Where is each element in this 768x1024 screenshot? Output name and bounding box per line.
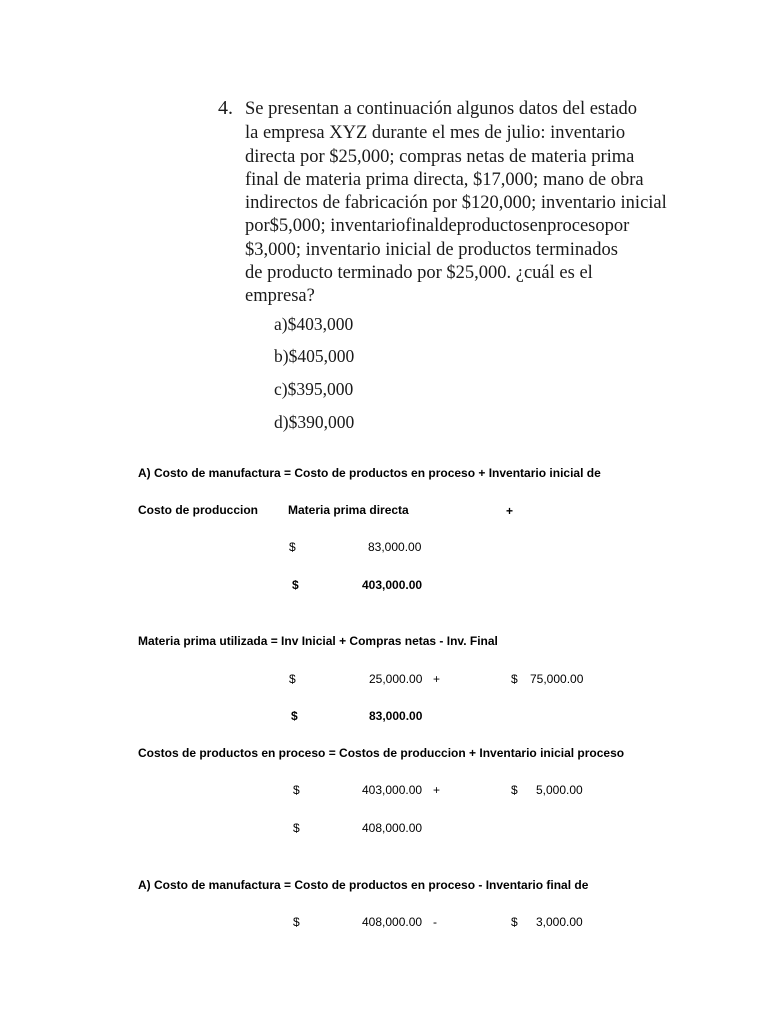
operator-plus: + <box>506 504 514 518</box>
problem-line: empresa? <box>245 286 315 306</box>
heading-costo-manufactura: A) Costo de manufactura = Costo de productos en proceso + Inventario inicial de <box>138 466 601 480</box>
currency-sign: $ <box>289 540 296 554</box>
value-productos-en-proceso: 408,000.00 <box>362 821 423 835</box>
value-inv-final-proceso: 3,000.00 <box>536 915 583 929</box>
problem-line: final de materia prima directa, $17,000; mano de obra <box>245 170 644 190</box>
value-mp-utilizada: 83,000.00 <box>369 709 423 723</box>
currency-sign: $ <box>511 915 518 929</box>
value-costo-produccion: 403,000.00 <box>362 578 423 592</box>
currency-sign: $ <box>511 672 518 686</box>
value-materia-prima: 83,000.00 <box>368 540 422 554</box>
currency-sign: $ <box>293 821 300 835</box>
option-d: d)$390,000 <box>274 412 355 432</box>
option-a: a)$403,000 <box>274 314 354 334</box>
option-c: c)$395,000 <box>274 379 354 399</box>
problem-line: $3,000; inventario inicial de productos terminados <box>245 240 618 260</box>
problem-line: por$5,000; inventariofinaldeproductosenprocesopor <box>245 216 630 236</box>
currency-sign: $ <box>292 578 299 592</box>
currency-sign: $ <box>293 783 300 797</box>
label-materia-prima: Materia prima directa <box>288 503 409 517</box>
operator-plus: + <box>433 672 441 686</box>
problem-line: de producto terminado por $25,000. ¿cuál es el <box>245 263 593 283</box>
problem-line: Se presentan a continuación algunos datos del estado <box>245 99 637 119</box>
option-b: b)$405,000 <box>274 346 355 366</box>
heading-materia-prima-utilizada: Materia prima utilizada = Inv Inicial + Compras netas - Inv. Final <box>138 634 498 648</box>
heading-productos-en-proceso: Costos de productos en proceso = Costos de produccion + Inventario inicial proceso <box>138 746 625 760</box>
operator-plus: + <box>433 783 441 797</box>
value-productos-en-proceso: 408,000.00 <box>362 915 423 929</box>
problem-line: la empresa XYZ durante el mes de julio: inventario <box>245 123 626 143</box>
value-costo-produccion: 403,000.00 <box>362 783 423 797</box>
currency-sign: $ <box>511 783 518 797</box>
problem-line: directa por $25,000; compras netas de materia prima <box>245 147 635 167</box>
label-costo-produccion: Costo de produccion <box>138 503 258 517</box>
currency-sign: $ <box>293 915 300 929</box>
heading-costo-manufactura-final: A) Costo de manufactura = Costo de productos en proceso - Inventario final de <box>138 878 589 892</box>
value-inv-inicial-proceso: 5,000.00 <box>536 783 583 797</box>
operator-minus: - <box>433 915 437 929</box>
problem-number: 4. <box>218 97 233 119</box>
value-compras-netas: 75,000.00 <box>530 672 584 686</box>
currency-sign: $ <box>289 672 296 686</box>
value-inv-inicial: 25,000.00 <box>369 672 423 686</box>
problem-line: indirectos de fabricación por $120,000; inventario inicial <box>245 193 667 213</box>
currency-sign: $ <box>291 709 298 723</box>
